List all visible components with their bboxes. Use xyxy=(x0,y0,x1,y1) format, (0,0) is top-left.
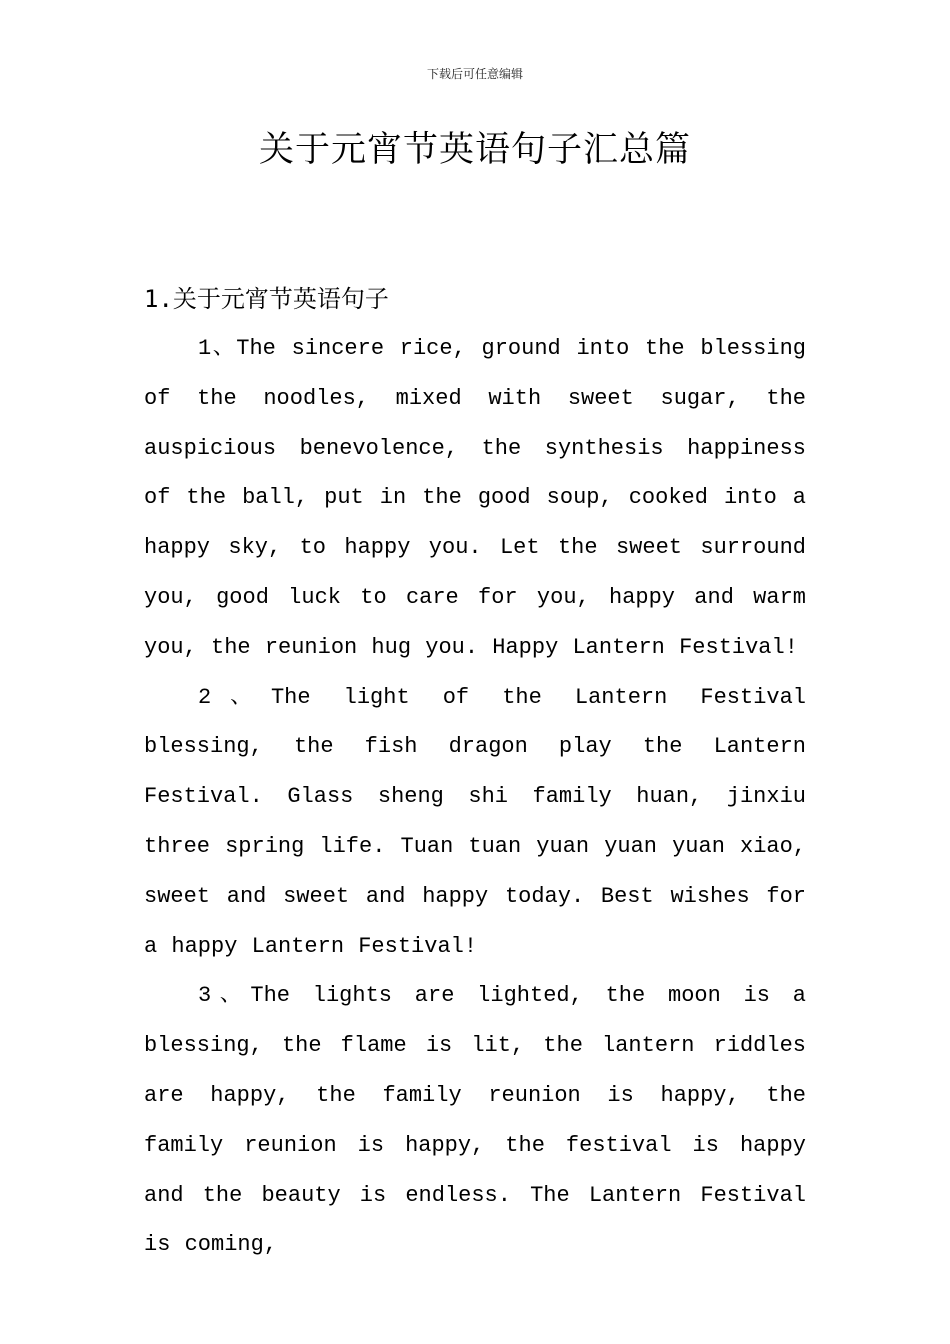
paragraph-3: 3、The lights are lighted, the moon is a blessing, the flame is lit, the lantern riddles are happy, the family reunion is happy, the family reunion is happy, the festival is happy and the beauty is endless. The Lantern Festival is coming, xyxy=(144,983,806,1258)
paragraph-1: 1、The sincere rice, ground into the blessing of the noodles, mixed with sweet sugar, the auspicious benevolence, the synthesis happiness of the ball, put in the good soup, cooked into a happy sky, to happy you. Let the sweet surround you, good luck to care for you, happy and warm you, the reunion hug you. Happy Lantern Festival! xyxy=(144,336,806,660)
document-body xyxy=(144,274,806,1270)
page-header-note: 下载后可任意编辑 xyxy=(426,67,523,81)
paragraph-2: 2、The light of the Lantern Festival blessing, the fish dragon play the Lantern Festival. Glass sheng shi family huan, jinxiu three spring life. Tuan tuan yuan yuan yuan xiao, sweet and sweet and happy today. Best wishes for a happy Lantern Festival! xyxy=(144,684,806,959)
section-heading: 1.关于元宵节英语句子 xyxy=(144,285,389,313)
document-title: 关于元宵节英语句子汇总篇 xyxy=(258,130,691,170)
